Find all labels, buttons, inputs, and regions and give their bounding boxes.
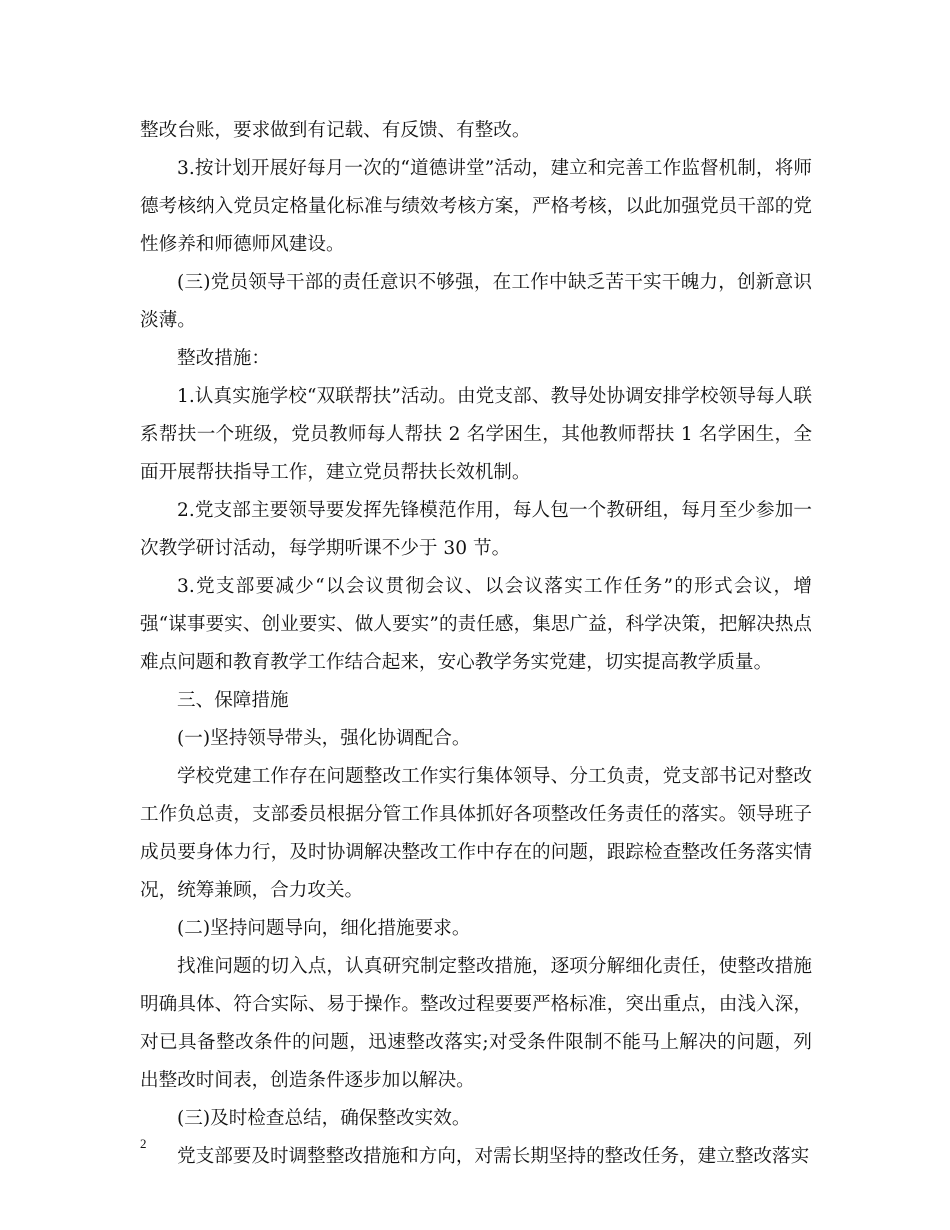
paragraph-10: 学校党建工作存在问题整改工作实行集体领导、分工负责，党支部书记对整改工作负总责，支部委员根据分管工作具体抓好各项整改任务责任的落实。领导班子成员要身体力行，及时协调解决整改工作中存在的问题，跟踪检查整改任务落实情况，统筹兼顾，合力攻关。 [140, 766, 812, 901]
document-body [140, 112, 812, 1176]
subheading-1: (一)坚持领导带头，强化协调配合。 [177, 728, 471, 749]
paragraph-6: 2.党支部主要领导要发挥先锋模范作用，每人包一个教研组，每月至少参加一次教学研讨活动，每学期听课不少于 30 节。 [140, 500, 812, 559]
paragraph-3: (三)党员领导干部的责任意识不够强，在工作中缺乏苦干实干魄力，创新意识淡薄。 [140, 272, 812, 331]
paragraph-2: 3.按计划开展好每月一次的“道德讲堂”活动，建立和完善工作监督机制，将师德考核纳入党员定格量化标准与绩效考核方案，严格考核，以此加强党员干部的党性修养和师德师风建设。 [140, 158, 812, 255]
paragraph-7: 3.党支部要减少“以会议贯彻会议、以会议落实工作任务”的形式会议，增强“谋事要实、创业要实、做人要实”的责任感，集思广益，科学决策，把解决热点难点问题和教育教学工作结合起来，安心教学务实党建，切实提高教学质量。 [140, 576, 812, 673]
paragraph-5: 1.认真实施学校“双联帮扶”活动。由党支部、教导处协调安排学校领导每人联系帮扶一个班级，党员教师每人帮扶 2 名学困生，其他教师帮扶 1 名学困生，全面开展帮扶指导工作，建立党员帮扶长效机制。 [140, 386, 812, 483]
paragraph-1: 整改台账，要求做到有记载、有反馈、有整改。 [140, 120, 531, 141]
paragraph-4: 整改措施： [177, 348, 270, 369]
page-number: 2 [140, 1136, 147, 1151]
subheading-2: (二)坚持问题导向，细化措施要求。 [177, 918, 471, 939]
section-heading-3: 三、保障措施 [177, 690, 289, 711]
subheading-3: (三)及时检查总结，确保整改实效。 [177, 1108, 471, 1129]
paragraph-12: 找准问题的切入点，认真研究制定整改措施，逐项分解细化责任，使整改措施明确具体、符合实际、易于操作。整改过程要要严格标准，突出重点，由浅入深，对已具备整改条件的问题，迅速整改落实;对受条件限制不能马上解决的问题，列出整改时间表，创造条件逐步加以解决。 [140, 956, 812, 1091]
paragraph-14: 党支部要及时调整整改措施和方向，对需长期坚持的整改任务，建立整改落实 [177, 1146, 810, 1167]
